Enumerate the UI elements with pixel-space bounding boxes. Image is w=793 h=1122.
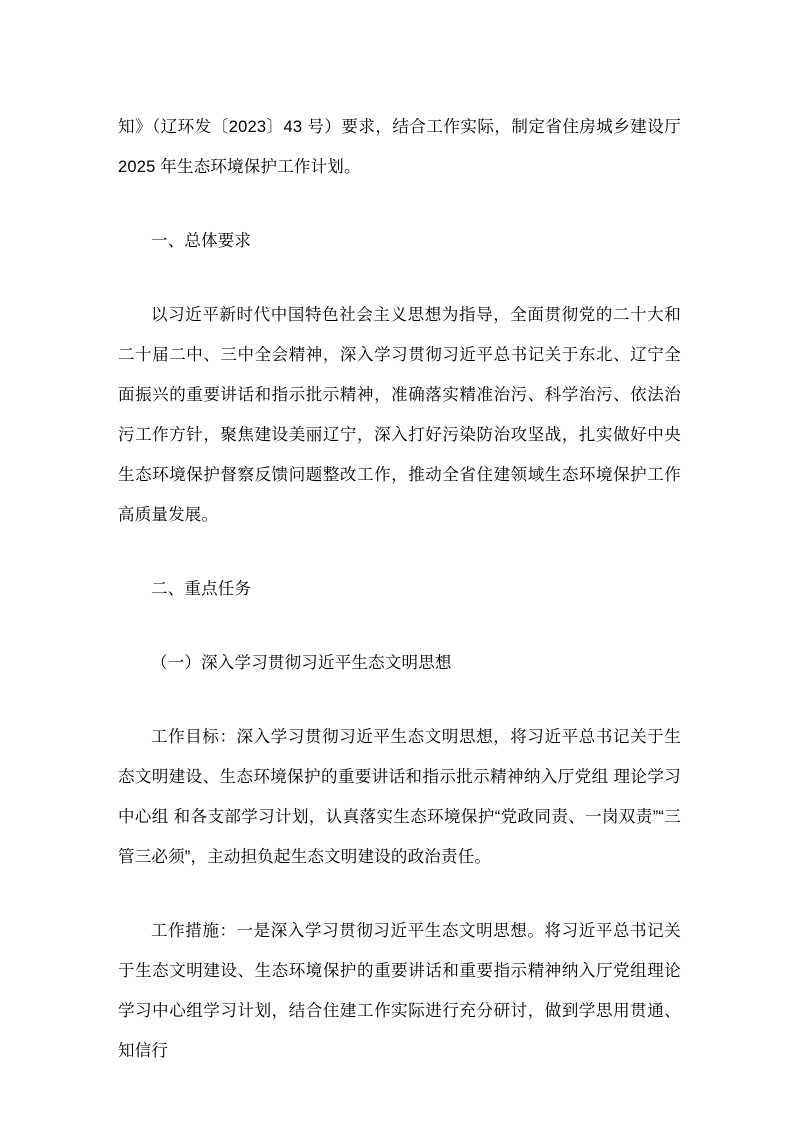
heading-key-tasks: 二、重点任务	[151, 580, 252, 598]
paragraph-guiding-ideology: 以习近平新时代中国特色社会主义思想为指导，全面贯彻党的二十大和二十届二中、三中全会精神，深入学习贯彻习近平总书记关于东北、辽宁全面振兴的重要讲话和指示批示精神，准确落实精准治污、科学治污、依法治污工作方针，聚焦建设美丽辽宁，深入打好污染防治攻坚战，扎实做好中央生态环境保护督察反馈问题整改工作，推动全省住建领域生态环境保护工作高质量发展。	[118, 306, 681, 524]
heading-general-requirements: 一、总体要求	[151, 232, 252, 250]
paragraph-work-measures: 工作措施：一是深入学习贯彻习近平生态文明思想。将习近平总书记关于生态文明建设、生态环境保护的重要讲话和重要指示精神纳入厅党组理论学习中心组学习计划，结合住建工作实际进行充分研讨，做到学思用贯通、知信行	[118, 922, 681, 1060]
paragraph-continued-intro: 知》（辽环发〔2023〕43 号）要求，结合工作实际，制定省住房城乡建设厅 2025 年生态环境保护工作计划。	[118, 118, 681, 176]
paragraph-work-goals: 工作目标：深入学习贯彻习近平生态文明思想，将习近平总书记关于生态文明建设、生态环境保护的重要讲话和指示批示精神纳入厅党组 理论学习中心组 和各支部学习计划，认真落实生态环境保护“党政同责、一岗双责”“三管三必须”，主动担负起生态文明建设的政治责任。	[118, 728, 681, 866]
subheading-study-ecological-thought: （一）深入学习贯彻习近平生态文明思想	[151, 654, 452, 672]
